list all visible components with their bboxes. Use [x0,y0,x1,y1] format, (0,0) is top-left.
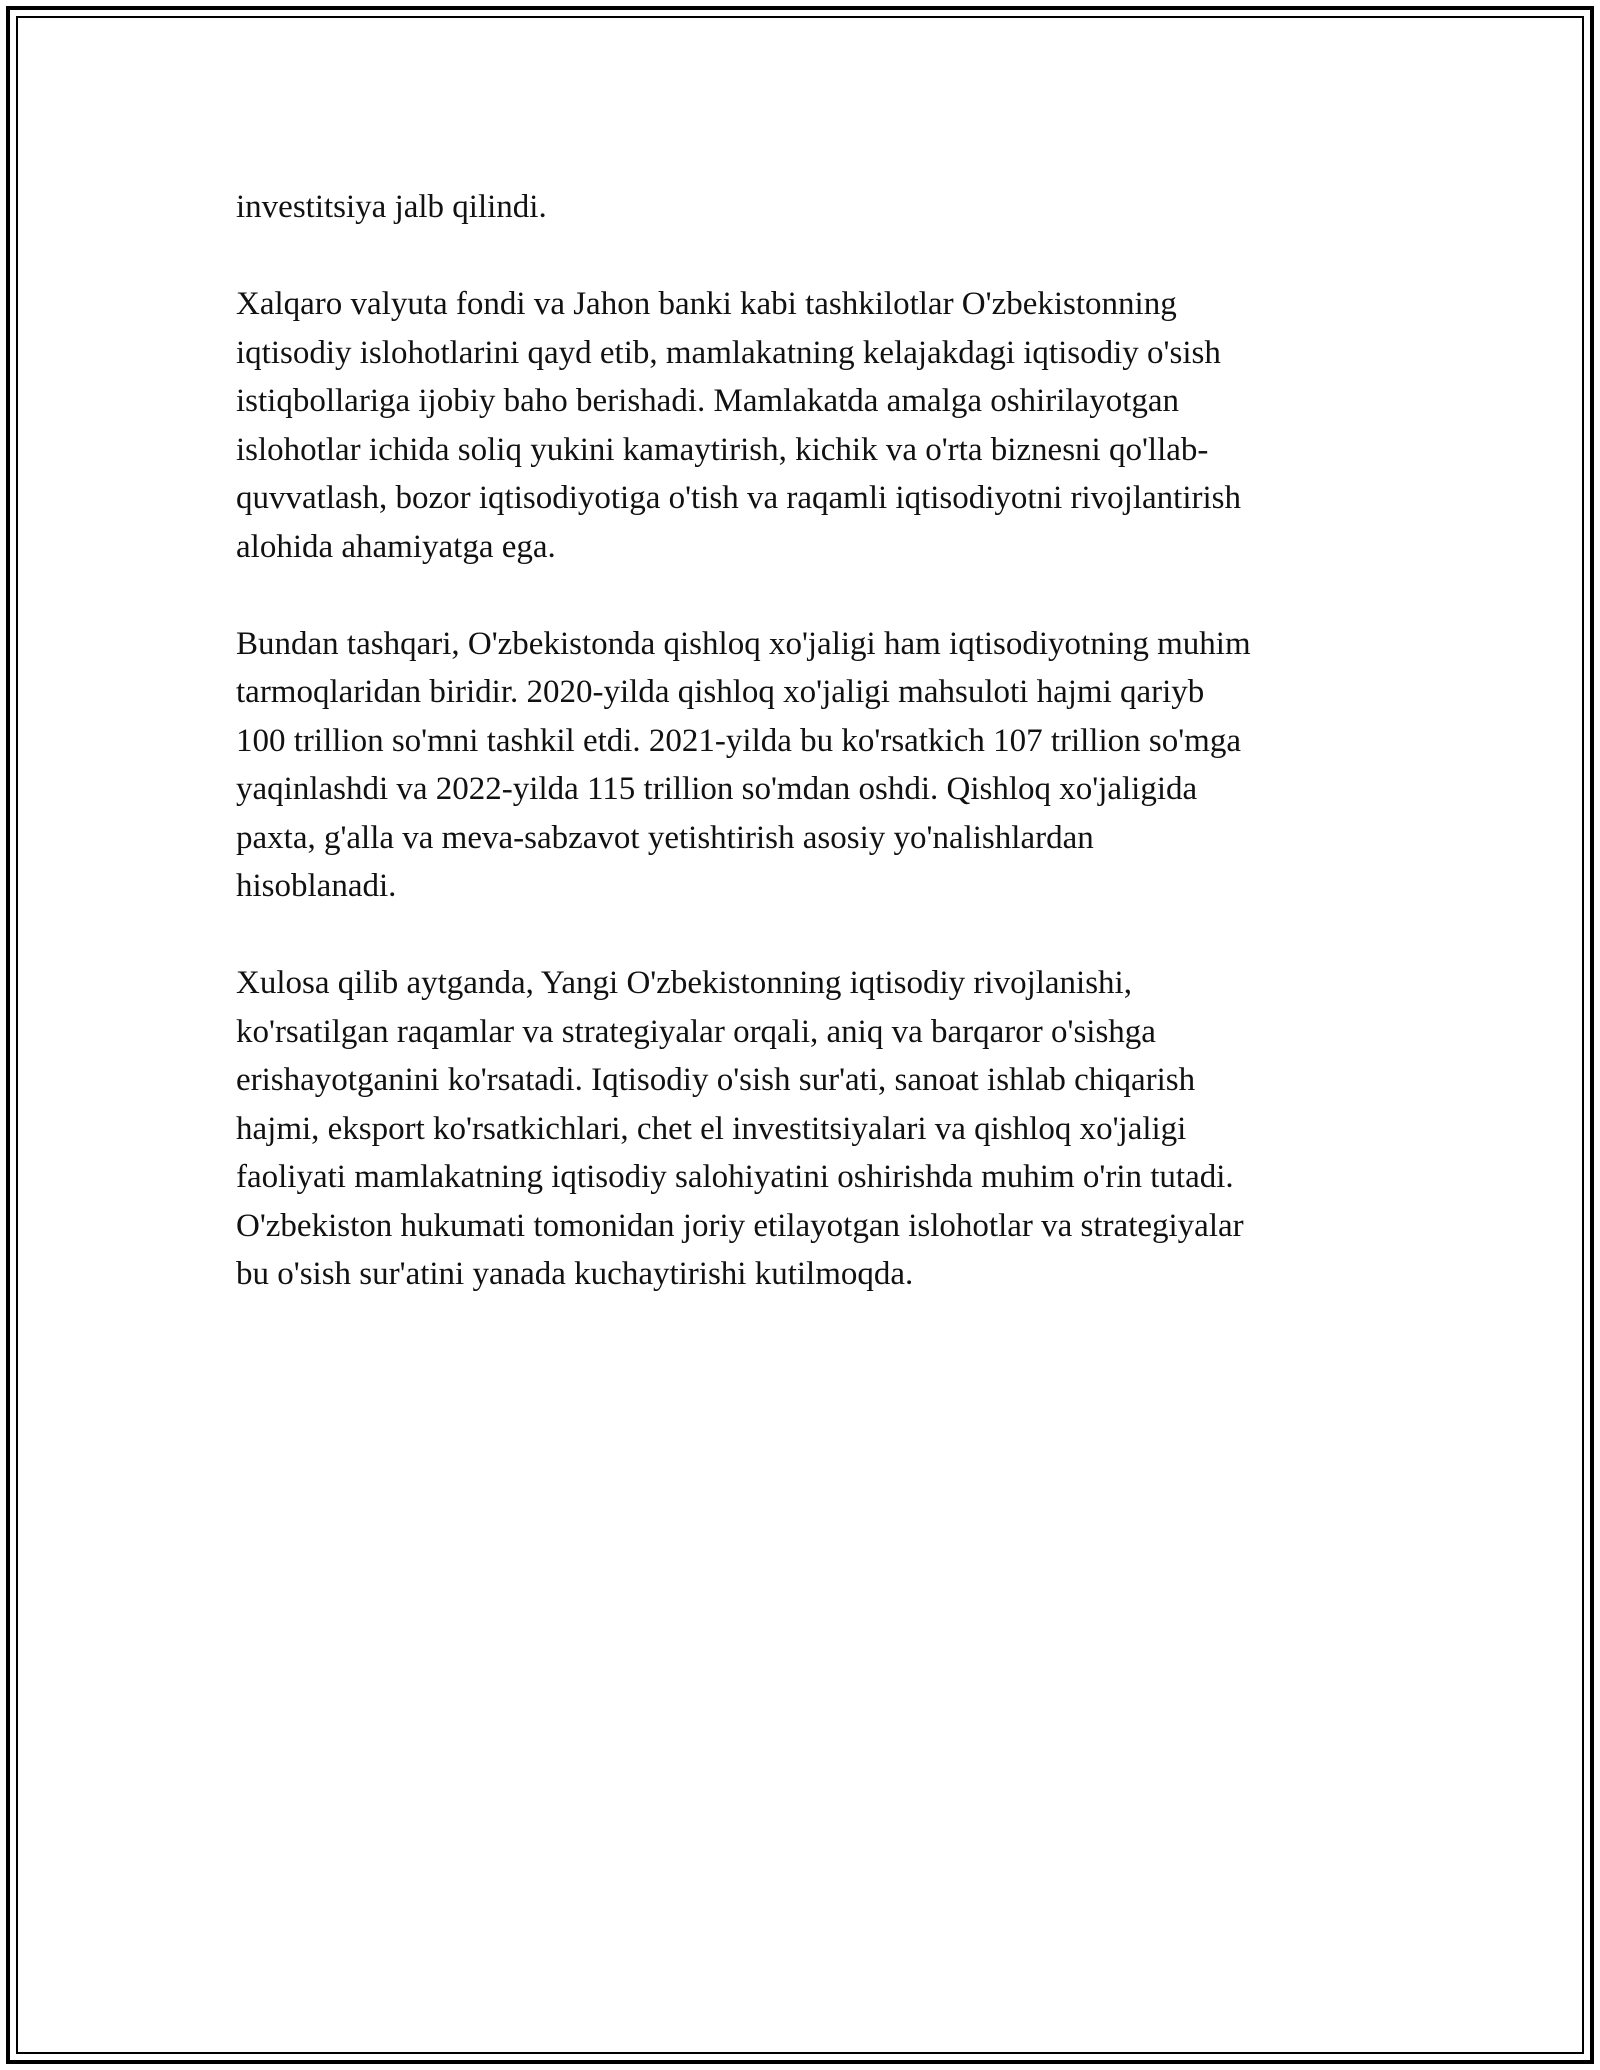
text-line: quvvatlash, bozor iqtisodiyotiga o'tish va raqamli iqtisodiyotni rivojlantirish [236,480,1242,516]
text-line: ko'rsatilgan raqamlar va strategiyalar orqali, aniq va barqaror o'sishga [236,1013,1156,1050]
paragraph-continuation [236,183,1376,232]
text-line: erishayotganini ko'rsatadi. Iqtisodiy o'sish sur'ati, sanoat ishlab chiqarish [236,1062,1196,1098]
text-line: yaqinlashdi va 2022-yilda 115 trillion so'mdan oshdi. Qishloq xo'jaligida [236,771,1198,807]
document-body [236,183,1376,1347]
text-line: Xulosa qilib aytganda, Yangi O'zbekistonning iqtisodiy rivojlanishi, [236,965,1132,1001]
text-line: bu o'sish sur'atini yanada kuchaytirishi kutilmoqda. [236,1256,914,1292]
paragraph-agriculture [236,620,1376,911]
text-line: istiqbollariga ijobiy baho berishadi. Mamlakatda amalga oshirilayotgan [236,383,1180,419]
paragraph-international-assessment [236,280,1376,571]
text-line: 100 trillion so'mni tashkil etdi. 2021-yilda bu ko'rsatkich 107 trillion so'mga [236,722,1242,759]
text-line: islohotlar ichida soliq yukini kamaytirish, kichik va o'rta biznesni qo'llab- [236,431,1209,468]
text-line: hisoblanadi. [236,868,397,904]
text-line: Bundan tashqari, O'zbekistonda qishloq xo'jaligi ham iqtisodiyotning muhim [236,625,1251,662]
text-line: O'zbekiston hukumati tomonidan joriy etilayotgan islohotlar va strategiyalar [236,1207,1244,1244]
text-line: investitsiya jalb qilindi. [236,189,547,225]
paragraph-conclusion [236,959,1376,1299]
text-line: paxta, g'alla va meva-sabzavot yetishtirish asosiy yo'nalishlardan [236,819,1094,856]
text-line: alohida ahamiyatga ega. [236,528,556,565]
text-line: hajmi, eksport ko'rsatkichlari, chet el investitsiyalari va qishloq xo'jaligi [236,1110,1187,1147]
text-line: iqtisodiy islohotlarini qayd etib, mamlakatning kelajakdagi iqtisodiy o'sish [236,334,1221,371]
text-line: tarmoqlaridan biridir. 2020-yilda qishloq xo'jaligi mahsuloti hajmi qariyb [236,674,1205,710]
text-line: faoliyati mamlakatning iqtisodiy salohiyatini oshirishda muhim o'rin tutadi. [236,1159,1234,1195]
text-line: Xalqaro valyuta fondi va Jahon banki kabi tashkilotlar O'zbekistonning [236,286,1177,322]
